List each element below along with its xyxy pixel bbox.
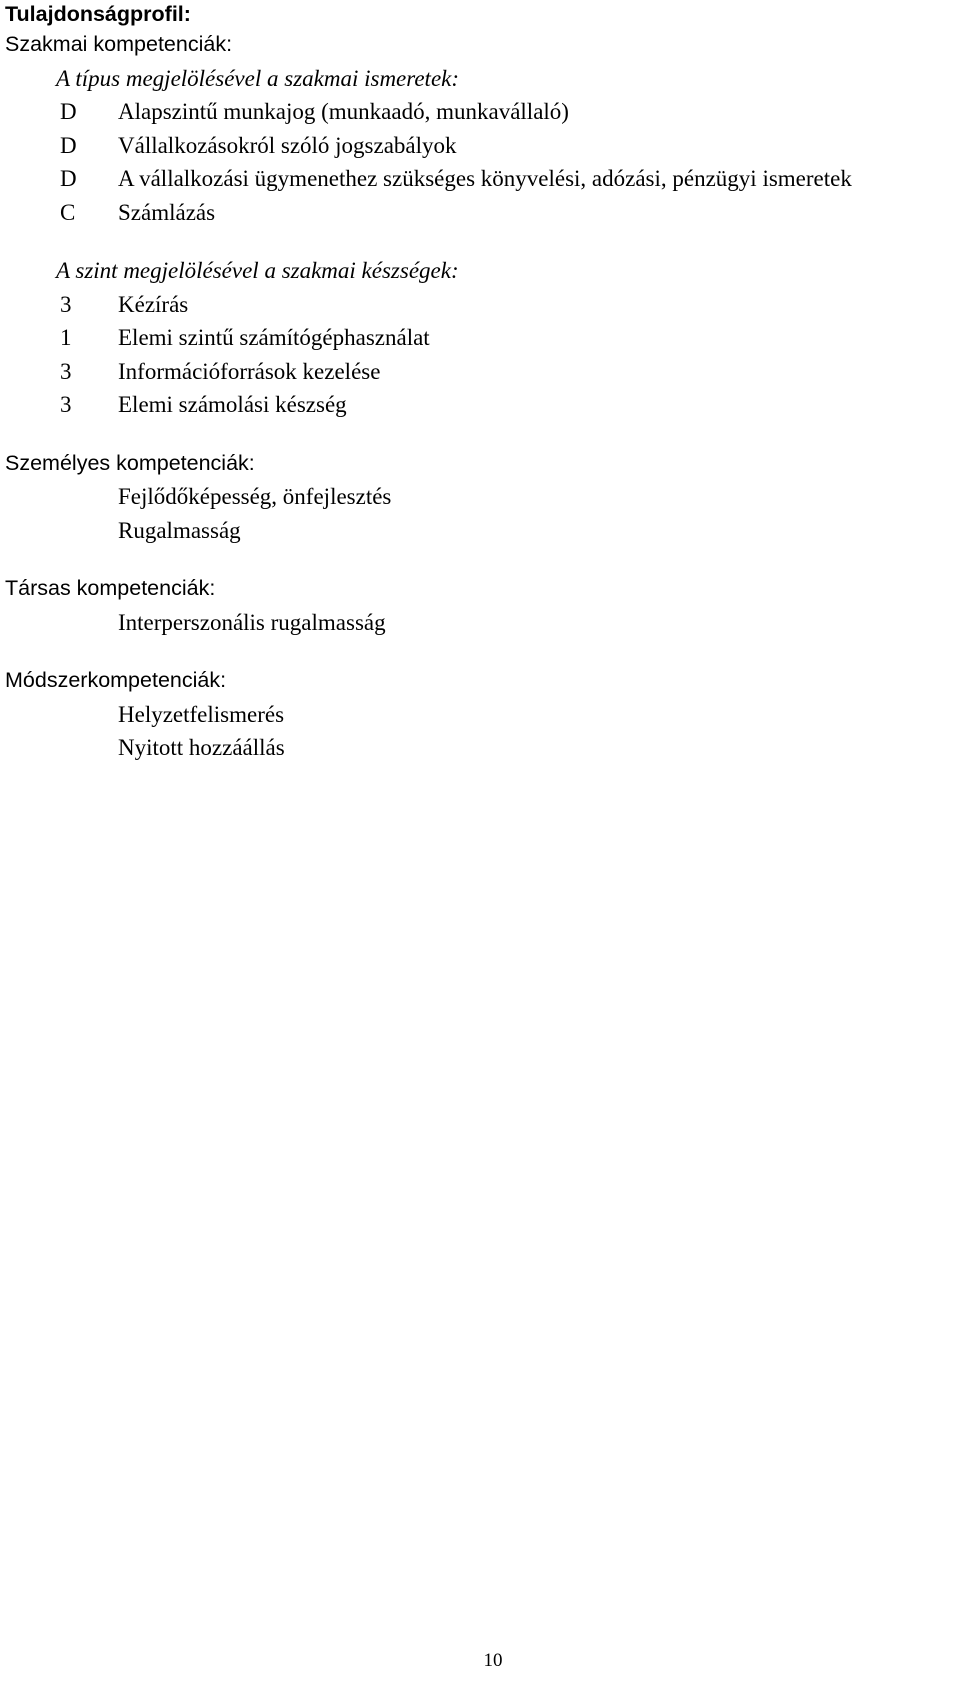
knowledge-item — [5, 95, 955, 129]
skill-item-text: Elemi számolási készség — [118, 392, 347, 417]
skill-item-level: 3 — [60, 392, 72, 417]
knowledge-item — [5, 196, 955, 230]
professional-competencies-heading: Szakmai kompetenciák: — [5, 32, 233, 56]
knowledge-subheading: A típus megjelölésével a szakmai ismeretek: — [56, 65, 460, 91]
personal-competency-item: Fejlődőképesség, önfejlesztés — [118, 484, 392, 509]
social-competencies-heading: Társas kompetenciák: — [5, 576, 216, 600]
skill-item — [5, 288, 955, 322]
knowledge-item-code: D — [60, 166, 77, 191]
profile-title: Tulajdonságprofil: — [5, 2, 191, 26]
social-competency-item: Interperszonális rugalmasság — [118, 609, 386, 635]
skill-item-level: 1 — [60, 325, 72, 350]
method-competencies-heading: Módszerkompetenciák: — [5, 668, 227, 692]
personal-competency-item: Rugalmasság — [118, 517, 241, 543]
skill-item-text: Információforrások kezelése — [118, 358, 381, 384]
method-competency-item: Nyitott hozzáállás — [118, 735, 285, 760]
skill-item — [5, 388, 955, 422]
skill-item-level: 3 — [60, 358, 72, 384]
knowledge-item-code: D — [60, 99, 77, 124]
method-competency-item: Helyzetfelismerés — [118, 701, 285, 727]
skill-item — [5, 355, 955, 389]
skill-item-text: Elemi szintű számítógéphasználat — [118, 325, 430, 350]
knowledge-item-code: C — [60, 199, 76, 225]
skill-item-text: Kézírás — [118, 291, 189, 317]
personal-competencies-heading: Személyes kompetenciák: — [5, 450, 255, 475]
knowledge-item-text: Vállalkozásokról szóló jogszabályok — [118, 132, 457, 158]
knowledge-item — [5, 129, 955, 163]
knowledge-item-text: Alapszintű munkajog (munkaadó, munkavállaló) — [118, 99, 569, 124]
skills-subheading: A szint megjelölésével a szakmai készségek: — [56, 258, 459, 283]
knowledge-item-text: A vállalkozási ügymenethez szükséges könyvelési, adózási, pénzügyi ismeretek — [118, 166, 852, 191]
knowledge-item-text: Számlázás — [118, 199, 216, 225]
knowledge-item-code: D — [60, 132, 77, 158]
knowledge-item — [5, 162, 955, 196]
skill-item-level: 3 — [60, 291, 72, 317]
page-number: 10 — [483, 1650, 503, 1671]
skill-item — [5, 321, 955, 355]
document-body — [5, 0, 955, 765]
